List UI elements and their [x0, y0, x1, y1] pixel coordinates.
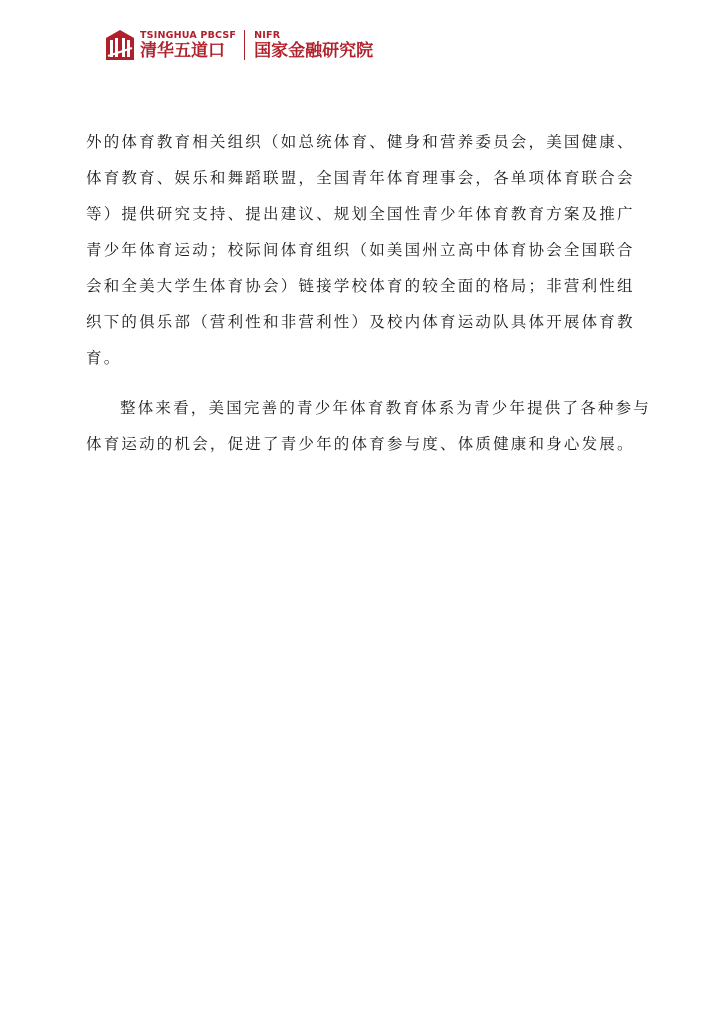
header-divider — [244, 30, 245, 60]
page-header — [104, 25, 373, 65]
body-paragraph-2: 整体来看，美国完善的青少年体育教育体系为青少年提供了各种参与体育运动的机会，促进了青少年的体育参与度、体质健康和身心发展。 — [86, 399, 652, 453]
org-name-cn: 国家金融研究院 — [254, 40, 374, 61]
brand-name-cn: 清华五道口 — [140, 40, 225, 61]
org-block — [254, 30, 373, 61]
brand-name-en: TSINGHUA PBCSF — [140, 29, 237, 41]
tsinghua-pbcsf-logo-icon — [104, 28, 136, 62]
org-name-en: NIFR — [254, 29, 281, 41]
brand-block — [140, 30, 236, 61]
body-paragraph-1: 外的体育教育相关组织（如总统体育、健身和营养委员会，美国健康、体育教育、娱乐和舞蹈联盟，全国青年体育理事会，各单项体育联合会等）提供研究支持、提出建议、规划全国性青少年体育教育方案及推广青少年体育运动；校际间体育组织（如美国州立高中体育协会全国联合会和全美大学生体育协会）链接学校体育的较全面的格局；非营利性组织下的俱乐部（营利性和非营利性）及校内体育运动队具体开展体育教育。 — [86, 133, 635, 367]
